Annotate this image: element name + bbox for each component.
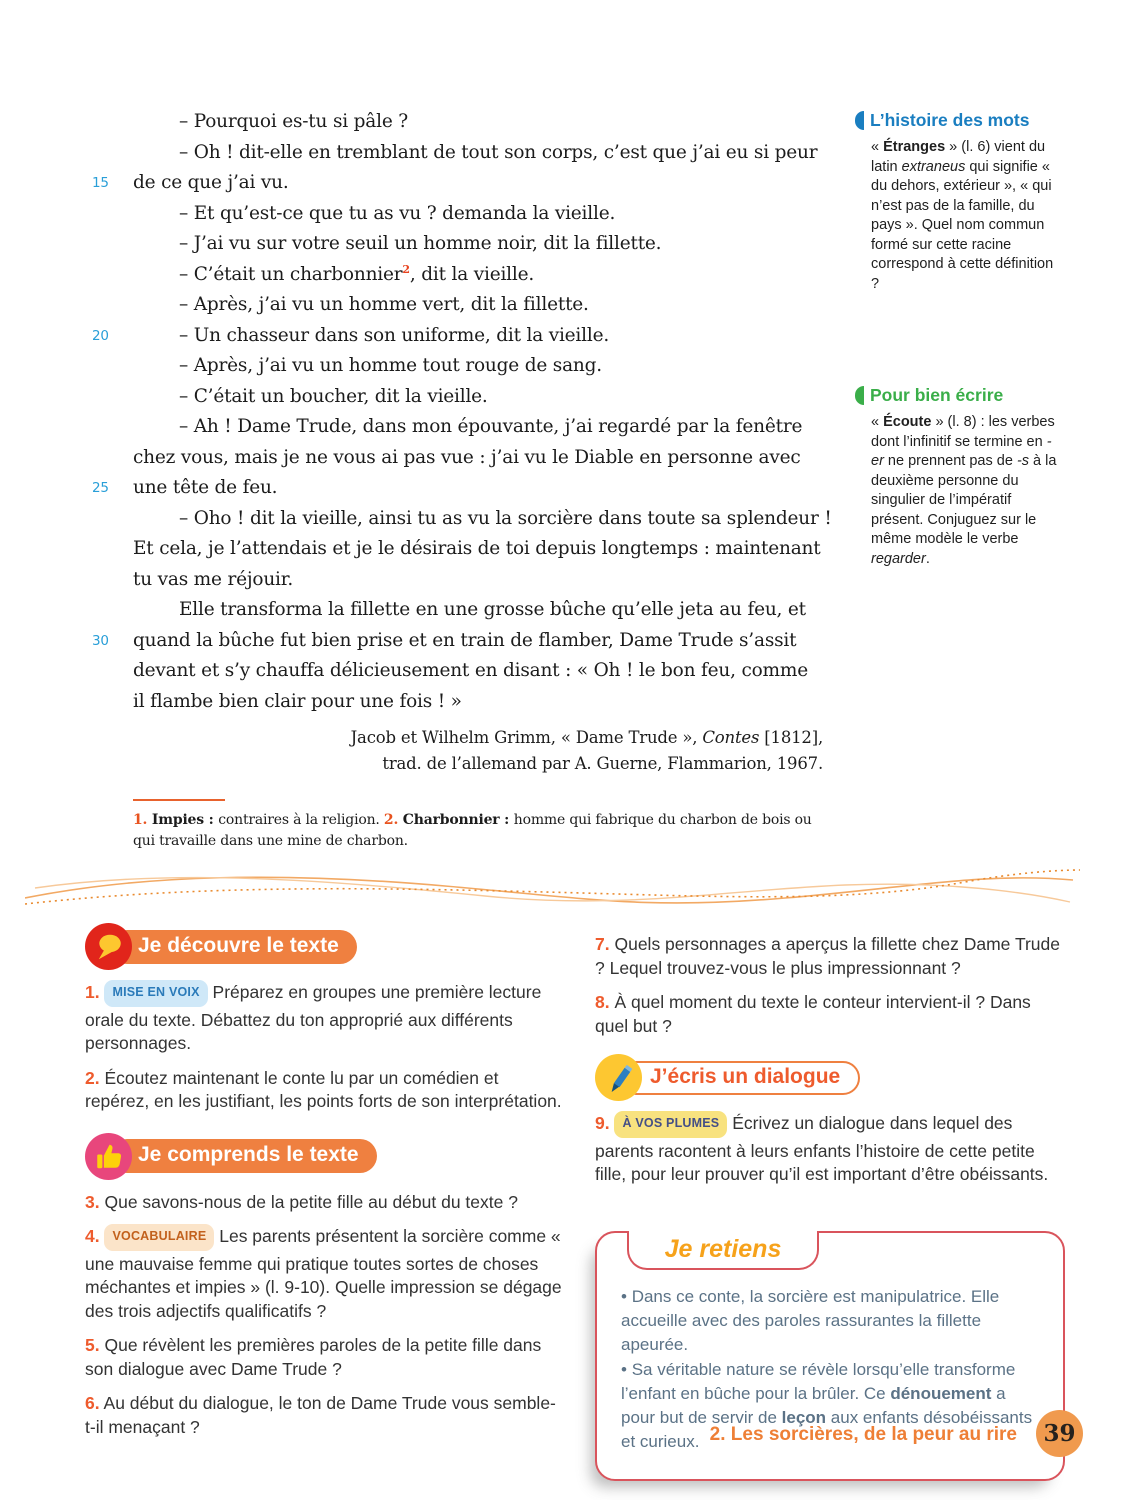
text-segment: homme qui fabrique du charbon de bois ou qui travaille dans une mine de charbon. — [133, 812, 812, 849]
text-segment: Dans ce conte, la sorcière est manipulatrice. Elle accueille avec des paroles rassurantes la fillette apeurée. — [621, 1286, 1000, 1354]
je-retiens-title: Je retiens — [664, 1234, 782, 1263]
question-number: 2. — [85, 1067, 100, 1088]
line-text: – C’était un boucher, dit la vieille. — [179, 385, 488, 407]
text-segment: Contes — [702, 728, 760, 747]
discover-title: Je découvre le texte — [110, 930, 357, 964]
question-item — [85, 1334, 565, 1381]
line-number: 25 — [92, 480, 109, 496]
question-text: À quel moment du texte le conteur intervient-il ? Dans quel but ? — [595, 992, 1031, 1036]
text-line — [133, 412, 823, 443]
thumbs-up-icon — [85, 1133, 132, 1180]
line-number: 30 — [92, 632, 109, 649]
line-text: Elle transforma la fillette en une grosse bûche qu’elle jeta au feu, et — [179, 599, 806, 620]
question-item — [595, 933, 1065, 980]
text-line — [133, 260, 823, 291]
text-segment: Jacob et Wilhelm Grimm, « Dame Trude », — [350, 728, 703, 747]
question-item — [595, 1112, 1065, 1187]
half-moon-icon — [855, 386, 864, 405]
question-number: 3. — [85, 1191, 100, 1212]
question-text: Préparez en groupes une première lecture orale du texte. Débattez du ton approprié aux différents personnages. — [85, 982, 542, 1053]
understand-header — [85, 1133, 565, 1180]
text-segment: extraneus — [901, 158, 966, 175]
sidebar-body — [855, 413, 1057, 569]
sidebar-title-label: L’histoire des mots — [870, 110, 1030, 130]
activities-column-left — [85, 923, 565, 1450]
question-text: Écrivez un dialogue dans lequel des parents racontent à leurs enfants l’histoire de cette petite fille, pour leur prouver qu’il est important d’être obéissants. — [595, 1113, 1049, 1184]
question-number: 9. — [595, 1113, 610, 1133]
footnote — [133, 810, 823, 851]
text-segment: Sa véritable nature se révèle lorsqu’elle transforme l’enfant en bûche pour la brûler. Ce — [621, 1359, 1016, 1403]
footnote-ref: 2 — [402, 262, 410, 276]
question-text: Que révèlent les premières paroles de la petite fille dans son dialogue avec Dame Trude ? — [85, 1335, 542, 1379]
sidebar-title-label: Pour bien écrire — [870, 385, 1004, 405]
citation-line — [133, 751, 823, 777]
text-line — [133, 504, 832, 535]
question-text: Au début du dialogue, le ton de Dame Trude vous semble-t-il menaçant ? — [85, 1393, 556, 1437]
line-text: – Oho ! dit la vieille, ainsi tu as vu la sorcière dans toute sa splendeur ! — [179, 507, 832, 529]
text-segment: 2. — [383, 812, 403, 828]
text-line — [133, 107, 823, 138]
citation-line — [133, 725, 823, 751]
je-retiens-tab — [627, 1231, 819, 1270]
line-text: une tête de feu. — [133, 477, 278, 498]
sidebar-title — [855, 385, 1057, 406]
text-segment: dénouement — [890, 1383, 992, 1403]
understand-questions-continued — [595, 933, 1065, 1038]
page-number: 39 — [1043, 1420, 1076, 1447]
text-segment: ne prennent pas de — [883, 453, 1017, 469]
text-line — [133, 199, 823, 230]
question-number: 7. — [595, 934, 610, 954]
wavy-divider — [25, 858, 1085, 920]
text-segment: leçon — [781, 1407, 827, 1427]
line-text: – Ah ! Dame Trude, dans mon épouvante, j’ai regardé par la fenêtre — [179, 416, 803, 437]
chapter-footer: 2. Les sorcières, de la peur au rire — [709, 1424, 1017, 1445]
sidebar-pour-bien-ecrire — [855, 385, 1057, 569]
line-text: – Et qu’est-ce que tu as vu ? demanda la vieille. — [179, 202, 616, 224]
question-item — [85, 1225, 565, 1323]
bullet-marker: • — [621, 1359, 632, 1379]
page-number-badge — [1036, 1410, 1083, 1457]
line-number: 20 — [92, 327, 109, 344]
text-line — [133, 656, 823, 687]
text-line — [133, 138, 823, 169]
line-number: 15 — [92, 175, 109, 191]
text-line — [133, 351, 823, 382]
half-moon-icon — [855, 111, 864, 130]
text-segment: à la deuxième personne du singulier de l’impératif présent. Conjuguez sur le même modèle le verbe — [871, 453, 1057, 547]
activities-column-right — [595, 933, 1065, 1481]
text-segment: » (l. 6) vient du latin — [871, 139, 1046, 175]
text-segment: . — [925, 550, 930, 567]
line-text: tu vas me réjouir. — [133, 568, 294, 590]
text-line — [133, 229, 823, 260]
citation — [133, 725, 823, 777]
text-segment: 1. — [133, 812, 152, 828]
write-questions — [595, 1112, 1065, 1187]
retain-bullet — [621, 1285, 1043, 1357]
line-text: de ce que j’ai vu. — [133, 172, 289, 193]
sidebar-title — [855, 110, 1057, 131]
speech-bubble-icon — [85, 923, 132, 970]
text-line — [133, 595, 823, 626]
line-text: il flambe bien clair pour une fois ! » — [133, 690, 462, 712]
text-segment: -er — [871, 433, 1052, 469]
text-segment: qui signifie « du dehors, extérieur », « qui n’est pas de la famille, du pays ». Quel nom commun formé sur cette racine correspond à cette définition ? — [871, 158, 1054, 292]
text-line — [133, 534, 823, 565]
question-text: Les parents présentent la sorcière comme « une mauvaise femme qui pratique toutes sortes de choses méchantes et impies » (l. 9-10). Quelle impression se dégage des trois adjectifs qualificatifs ? — [85, 1226, 562, 1321]
text-line — [133, 443, 823, 474]
text-line — [92, 626, 823, 657]
line-text: quand la bûche fut bien prise et en train de flamber, Dame Trude s’assit — [133, 629, 797, 651]
pen-icon — [595, 1054, 642, 1101]
discover-questions — [85, 981, 565, 1114]
write-title: J’écris un dialogue — [620, 1061, 860, 1095]
question-badge: À VOS PLUMES — [614, 1111, 727, 1138]
text-segment: Charbonnier : — [402, 812, 514, 828]
line-text: – Un chasseur dans son uniforme, dit la vieille. — [179, 324, 610, 346]
text-segment: « — [871, 414, 884, 430]
text-segment: regarder — [871, 550, 926, 567]
question-number: 6. — [85, 1393, 100, 1413]
question-badge: MISE EN VOIX — [104, 980, 207, 1007]
question-text: Quels personnages a aperçus la fillette chez Dame Trude ? Lequel trouvez-vous le plus impressionnant ? — [595, 934, 1061, 978]
text-line — [133, 290, 823, 321]
reading-text — [92, 107, 832, 851]
sidebar-histoire-des-mots — [855, 110, 1057, 294]
line-text: Et cela, je l’attendais et je le désirais de toi depuis longtemps : maintenant — [133, 538, 821, 559]
text-segment: aux enfants désobéissants et curieux. — [621, 1407, 1033, 1451]
question-text: Que savons-nous de la petite fille au début du texte ? — [104, 1191, 518, 1212]
text-segment: contraires à la religion. — [218, 812, 384, 828]
footnote-rule — [133, 799, 225, 801]
line-text: – Après, j’ai vu un homme tout rouge de sang. — [179, 355, 602, 376]
sidebar-body — [855, 138, 1057, 294]
text-lines — [92, 107, 832, 717]
line-text: devant et s’y chauffa délicieusement en disant : « Oh ! le bon feu, comme — [133, 660, 808, 681]
question-number: 4. — [85, 1226, 100, 1246]
text-segment: a pour but de servir de — [621, 1383, 1006, 1427]
bullet-marker: • — [621, 1286, 632, 1306]
question-item — [85, 981, 565, 1056]
discover-header — [85, 923, 565, 970]
write-header — [595, 1054, 1065, 1101]
text-line — [92, 473, 823, 504]
text-segment: Impies : — [151, 812, 219, 828]
text-segment: -s — [1016, 453, 1030, 469]
question-text: Écoutez maintenant le conte lu par un comédien et repérez, en les justifiant, les points forts de son interprétation. — [85, 1067, 562, 1111]
understand-questions — [85, 1191, 565, 1440]
text-line — [133, 565, 823, 596]
line-text: – J’ai vu sur votre seuil un homme noir, dit la fillette. — [179, 233, 662, 254]
question-item — [85, 1392, 565, 1439]
text-segment: [1812], — [759, 728, 823, 747]
text-segment: » (l. 8) : les verbes dont l’infinitif se termine en — [871, 414, 1055, 450]
question-number: 8. — [595, 992, 610, 1012]
question-badge: VOCABULAIRE — [104, 1224, 214, 1251]
text-line — [133, 687, 823, 718]
line-text: – Pourquoi es-tu si pâle ? — [179, 111, 408, 132]
text-line — [133, 382, 823, 413]
line-text: chez vous, mais je ne vous ai pas vue : j’ai vu le Diable en personne avec — [133, 446, 801, 468]
question-item — [85, 1191, 565, 1215]
line-text: – C’était un charbonnier$^2$, dit la vieille. — [179, 262, 535, 285]
text-line — [92, 321, 823, 352]
text-segment: « — [871, 139, 884, 155]
understand-title: Je comprends le texte — [110, 1139, 377, 1173]
question-item — [595, 991, 1065, 1038]
question-number: 5. — [85, 1335, 100, 1355]
line-text: – Après, j’ai vu un homme vert, dit la fillette. — [179, 294, 589, 315]
question-item — [85, 1067, 565, 1114]
text-segment: trad. de l’allemand par A. Guerne, Flammarion, 1967. — [382, 754, 823, 773]
question-number: 1. — [85, 982, 100, 1002]
line-text: – Oh ! dit-elle en tremblant de tout son corps, c’est que j’ai eu si peur — [179, 141, 818, 163]
text-segment: Étranges — [883, 139, 946, 155]
text-line — [92, 168, 823, 199]
text-segment: Écoute — [883, 414, 932, 430]
